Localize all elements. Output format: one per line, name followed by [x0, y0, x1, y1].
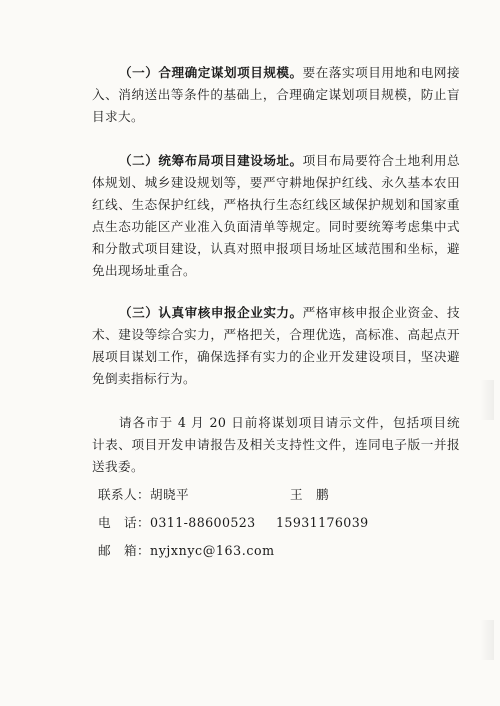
section-1-heading: （一）合理确定谋划项目规模。 [119, 65, 303, 80]
page-edge-shadow [480, 380, 494, 420]
section-2 [92, 150, 460, 282]
contact-person-row [98, 484, 189, 506]
section-3 [92, 302, 460, 390]
phone-label: 电 话： [98, 515, 150, 530]
closing-paragraph: 请各市于 4 月 20 日前将谋划项目请示文件，包括项目统计表、项目开发申请报告及相关支持性文件，连同电子版一并报送我委。 [92, 415, 460, 474]
section-2-heading: （二）统筹布局项目建设场址。 [119, 153, 303, 168]
phone-row [98, 512, 256, 534]
section-3-body: 严格审核申报企业资金、技术、建设等综合实力，严格把关，合理优选，高标准、高起点开展项目谋划工作，确保选择有实力的企业开发建设项目，坚决避免倒卖指标行为。 [92, 305, 460, 386]
email-label: 邮 箱： [98, 543, 150, 558]
phone-2: 15931176039 [276, 515, 369, 530]
section-1-body: 要在落实项目用地和电网接入、消纳送出等条件的基础上，合理确定谋划项目规模，防止盲目求大。 [92, 65, 460, 124]
section-3-heading: （三）认真审核申报企业实力。 [119, 305, 303, 320]
contact-name-2-cell [290, 484, 329, 506]
phone-2-cell [276, 512, 369, 534]
section-2-body: 项目布局要符合土地利用总体规划、城乡建设规划等，要严守耕地保护红线、永久基本农田红线、生态保护红线，严格执行生态红线区域保护规划和国家重点生态功能区产业准入负面清单等规定。同时要统筹考虑集中式和分散式项目建设，认真对照申报项目场址区域范围和坐标，避免出现场址重合。 [92, 153, 460, 278]
phone-1: 0311-88600523 [149, 515, 256, 530]
page-edge-shadow-lower [480, 620, 494, 660]
contact-name-2: 王 鹏 [290, 487, 329, 502]
email-address: nyjxnyc@163.com [149, 543, 275, 558]
contact-name-1: 胡晓平 [149, 487, 189, 502]
email-row [98, 540, 275, 562]
section-1 [92, 62, 460, 128]
contact-label: 联系人： [98, 487, 150, 502]
